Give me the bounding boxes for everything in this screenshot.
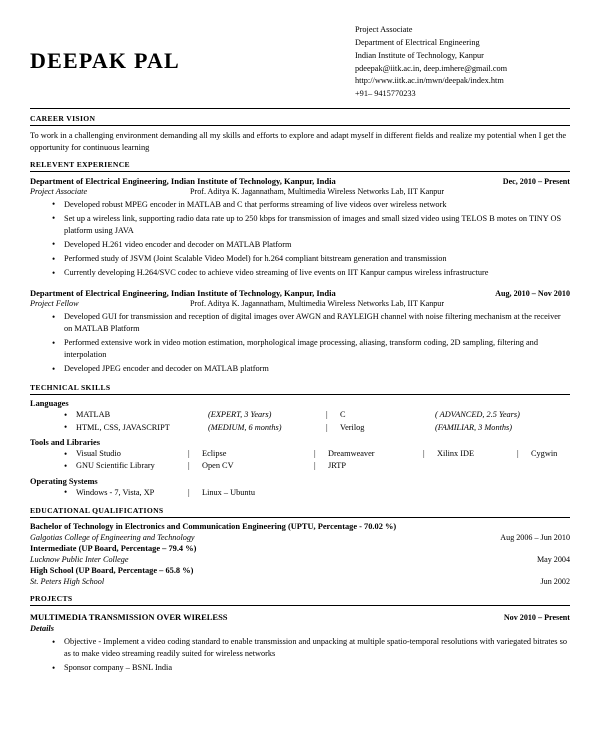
experience-dates: Dec, 2010 – Present: [502, 176, 570, 186]
skill-name: • MATLAB: [76, 410, 111, 420]
list-item: • Developed H.261 video encoder and decoder on MATLAB Platform: [64, 239, 570, 251]
contact-block: [355, 22, 570, 101]
skill-name: Verilog: [340, 422, 365, 432]
education-degree: High School (UP Board, Percentage – 65.8 %): [30, 566, 194, 576]
skill-level: (FAMILIAR, 3 Months): [435, 422, 513, 432]
education-item: [30, 566, 570, 575]
project-details-label: Details: [30, 624, 54, 634]
education-dates: Aug 2006 – Jun 2010: [500, 533, 570, 543]
section-title-education: EDUCATIONAL QUALIFICATIONS: [30, 506, 164, 516]
list-item: [76, 460, 570, 472]
header-divider: [30, 108, 570, 109]
list-item: • Developed JPEG encoder and decoder on MATLAB platform: [64, 363, 570, 375]
education-degree: Intermediate (UP Board, Percentage – 79.4 %): [30, 544, 197, 554]
education-institute: St. Peters High School: [30, 577, 105, 587]
contact-email: pdeepak@iitk.ac.in, deep.imhere@gmail.com: [355, 63, 508, 73]
column-separator: |: [314, 461, 316, 471]
skill-group-tools: [30, 448, 570, 473]
list-item: • Objective - Implement a video coding standard to enable transmission and unpacking at multiple spatio-temporal resolutions with variegated bitrates so as to make video streaming readily suited for wireless networks: [64, 636, 570, 660]
resume-header: [30, 22, 570, 101]
project-name: MULTIMEDIA TRANSMISSION OVER WIRELESS: [30, 612, 228, 623]
experience-header: [30, 176, 570, 186]
project-dates: Nov 2010 – Present: [503, 613, 570, 623]
column-separator: |: [326, 410, 328, 420]
list-item: [76, 448, 570, 460]
section-title-experience: RELEVENT EXPERIENCE: [30, 159, 130, 169]
contact-line-1: Project Associate: [355, 25, 413, 34]
experience-header: [30, 288, 570, 298]
experience-rule: [30, 171, 570, 172]
experience-dates: Aug, 2010 – Nov 2010: [495, 289, 570, 299]
experience-bullets: [30, 199, 570, 280]
skill-name: Cygwin: [531, 449, 558, 458]
section-title-projects: PROJECTS: [30, 594, 73, 604]
education-institute: Galgotias College of Engineering and Technology: [30, 533, 195, 543]
skill-group-os: [30, 487, 570, 499]
skill-name: Eclipse: [202, 449, 227, 458]
skill-name: • HTML, CSS, JAVASCRIPT: [76, 422, 170, 432]
experience-organization: Department of Electrical Engineering, Indian Institute of Technology, Kanpur, India: [30, 288, 336, 299]
education-item-detail: [30, 555, 570, 564]
skill-name: • Visual Studio: [76, 449, 121, 458]
technical-skills-rule: [30, 394, 570, 395]
section-title-technical-skills: TECHNICAL SKILLS: [30, 383, 111, 393]
skill-name: Linux – Ubuntu: [202, 487, 256, 497]
skill-level: (MEDIUM, 6 months): [208, 422, 282, 432]
experience-supervisor: Prof. Aditya K. Jagannatham, Multimedia Wireless Networks Lab, IIT Kanpur: [190, 299, 445, 309]
education-dates: Jun 2002: [540, 577, 570, 587]
page-title: DEEPAK PAL: [30, 48, 180, 73]
experience-item: [30, 176, 570, 280]
column-separator: |: [423, 449, 425, 458]
education-item: [30, 522, 570, 531]
list-item: • Sponsor company – BSNL India: [64, 662, 570, 674]
contact-line-2: Department of Electrical Engineering: [355, 37, 480, 47]
experience-item: [30, 288, 570, 375]
project-item-header: [30, 612, 570, 622]
column-separator: |: [188, 487, 190, 497]
skill-name: • GNU Scientific Library: [76, 461, 155, 471]
list-item: • Developed robust MPEG encoder in MATLAB and C that performs streaming of live videos over wireless network: [64, 199, 570, 211]
section-title-career-vision: CAREER VISION: [30, 114, 96, 124]
list-item: • Performed extensive work in video motion estimation, morphological image processing, aliasing, transform coding, 2D sampling, filtering and interpolation: [64, 337, 570, 361]
list-item: • Currently developing H.264/SVC codec to achieve video streaming of live events on IIT Kanpur campus wireless infrastructure: [64, 267, 570, 279]
skill-name: • Windows - 7, Vista, XP: [76, 487, 155, 497]
column-separator: |: [326, 422, 328, 432]
skill-name: Dreamweaver: [328, 449, 375, 458]
education-degree: Bachelor of Technology in Electronics and Communication Engineering (UPTU, Percentage - 70.02 %): [30, 522, 397, 532]
contact-line-3: Indian Institute of Technology, Kanpur: [355, 50, 484, 60]
education-item: [30, 544, 570, 553]
list-item: [76, 409, 570, 421]
column-separator: |: [188, 461, 190, 471]
skill-group-languages: [30, 409, 570, 434]
skill-group-languages-title: Languages: [30, 399, 69, 409]
project-bullets: [30, 636, 570, 674]
contact-phone: +91– 9415770233: [355, 89, 416, 99]
skill-level: (EXPERT, 3 Years): [208, 410, 272, 420]
column-separator: |: [314, 449, 316, 458]
column-separator: |: [517, 449, 519, 458]
skill-name: JRTP: [328, 461, 346, 471]
skill-group-os-title: Operating Systems: [30, 476, 98, 486]
list-item: [76, 422, 570, 434]
education-institute: Lucknow Public Inter College: [30, 555, 129, 565]
skill-name: Xilinx IDE: [437, 449, 475, 458]
list-item: • Set up a wireless link, supporting radio data rate up to 250 kbps for transmission of images and small sized video using TELOS B motes on TINY OS platform using JAVA: [64, 213, 570, 237]
skill-level: ( ADVANCED, 2.5 Years): [435, 410, 520, 420]
experience-subheader: [30, 187, 570, 196]
experience-role: Project Associate: [30, 186, 88, 196]
column-separator: |: [188, 449, 190, 458]
projects-rule: [30, 605, 570, 606]
skill-name: C: [340, 410, 346, 420]
list-item: [76, 487, 570, 499]
contact-website[interactable]: http://www.iitk.ac.in/mwn/deepak/index.htm: [355, 76, 504, 86]
experience-bullets: [30, 311, 570, 375]
career-vision-rule: [30, 125, 570, 126]
list-item: • Developed GUI for transmission and reception of digital images over AWGN and RAYLEIGH channel with noise filtering mechanism at the receiver on MATLAB Platform: [64, 311, 570, 335]
skill-name: Open CV: [202, 461, 234, 471]
skill-group-tools-title: Tools and Libraries: [30, 438, 100, 447]
experience-supervisor: Prof. Aditya K. Jagannatham, Multimedia Wireless Networks Lab, IIT Kanpur: [190, 186, 445, 196]
experience-subheader: [30, 299, 570, 308]
education-rule: [30, 517, 570, 518]
education-item-detail: [30, 577, 570, 586]
career-vision-text: To work in a challenging environment demanding all my skills and efforts to explore and adapt myself in different fields and realize my potential when I get the opportunity for continuous learning: [30, 131, 567, 153]
education-dates: May 2004: [536, 555, 570, 565]
education-item-detail: [30, 533, 570, 542]
list-item: • Performed study of JSVM (Joint Scalable Video Model) for h.264 compliant bitstream generation and transmission: [64, 253, 570, 265]
experience-organization: Department of Electrical Engineering, Indian Institute of Technology, Kanpur, India: [30, 175, 336, 186]
experience-role: Project Fellow: [30, 299, 79, 309]
